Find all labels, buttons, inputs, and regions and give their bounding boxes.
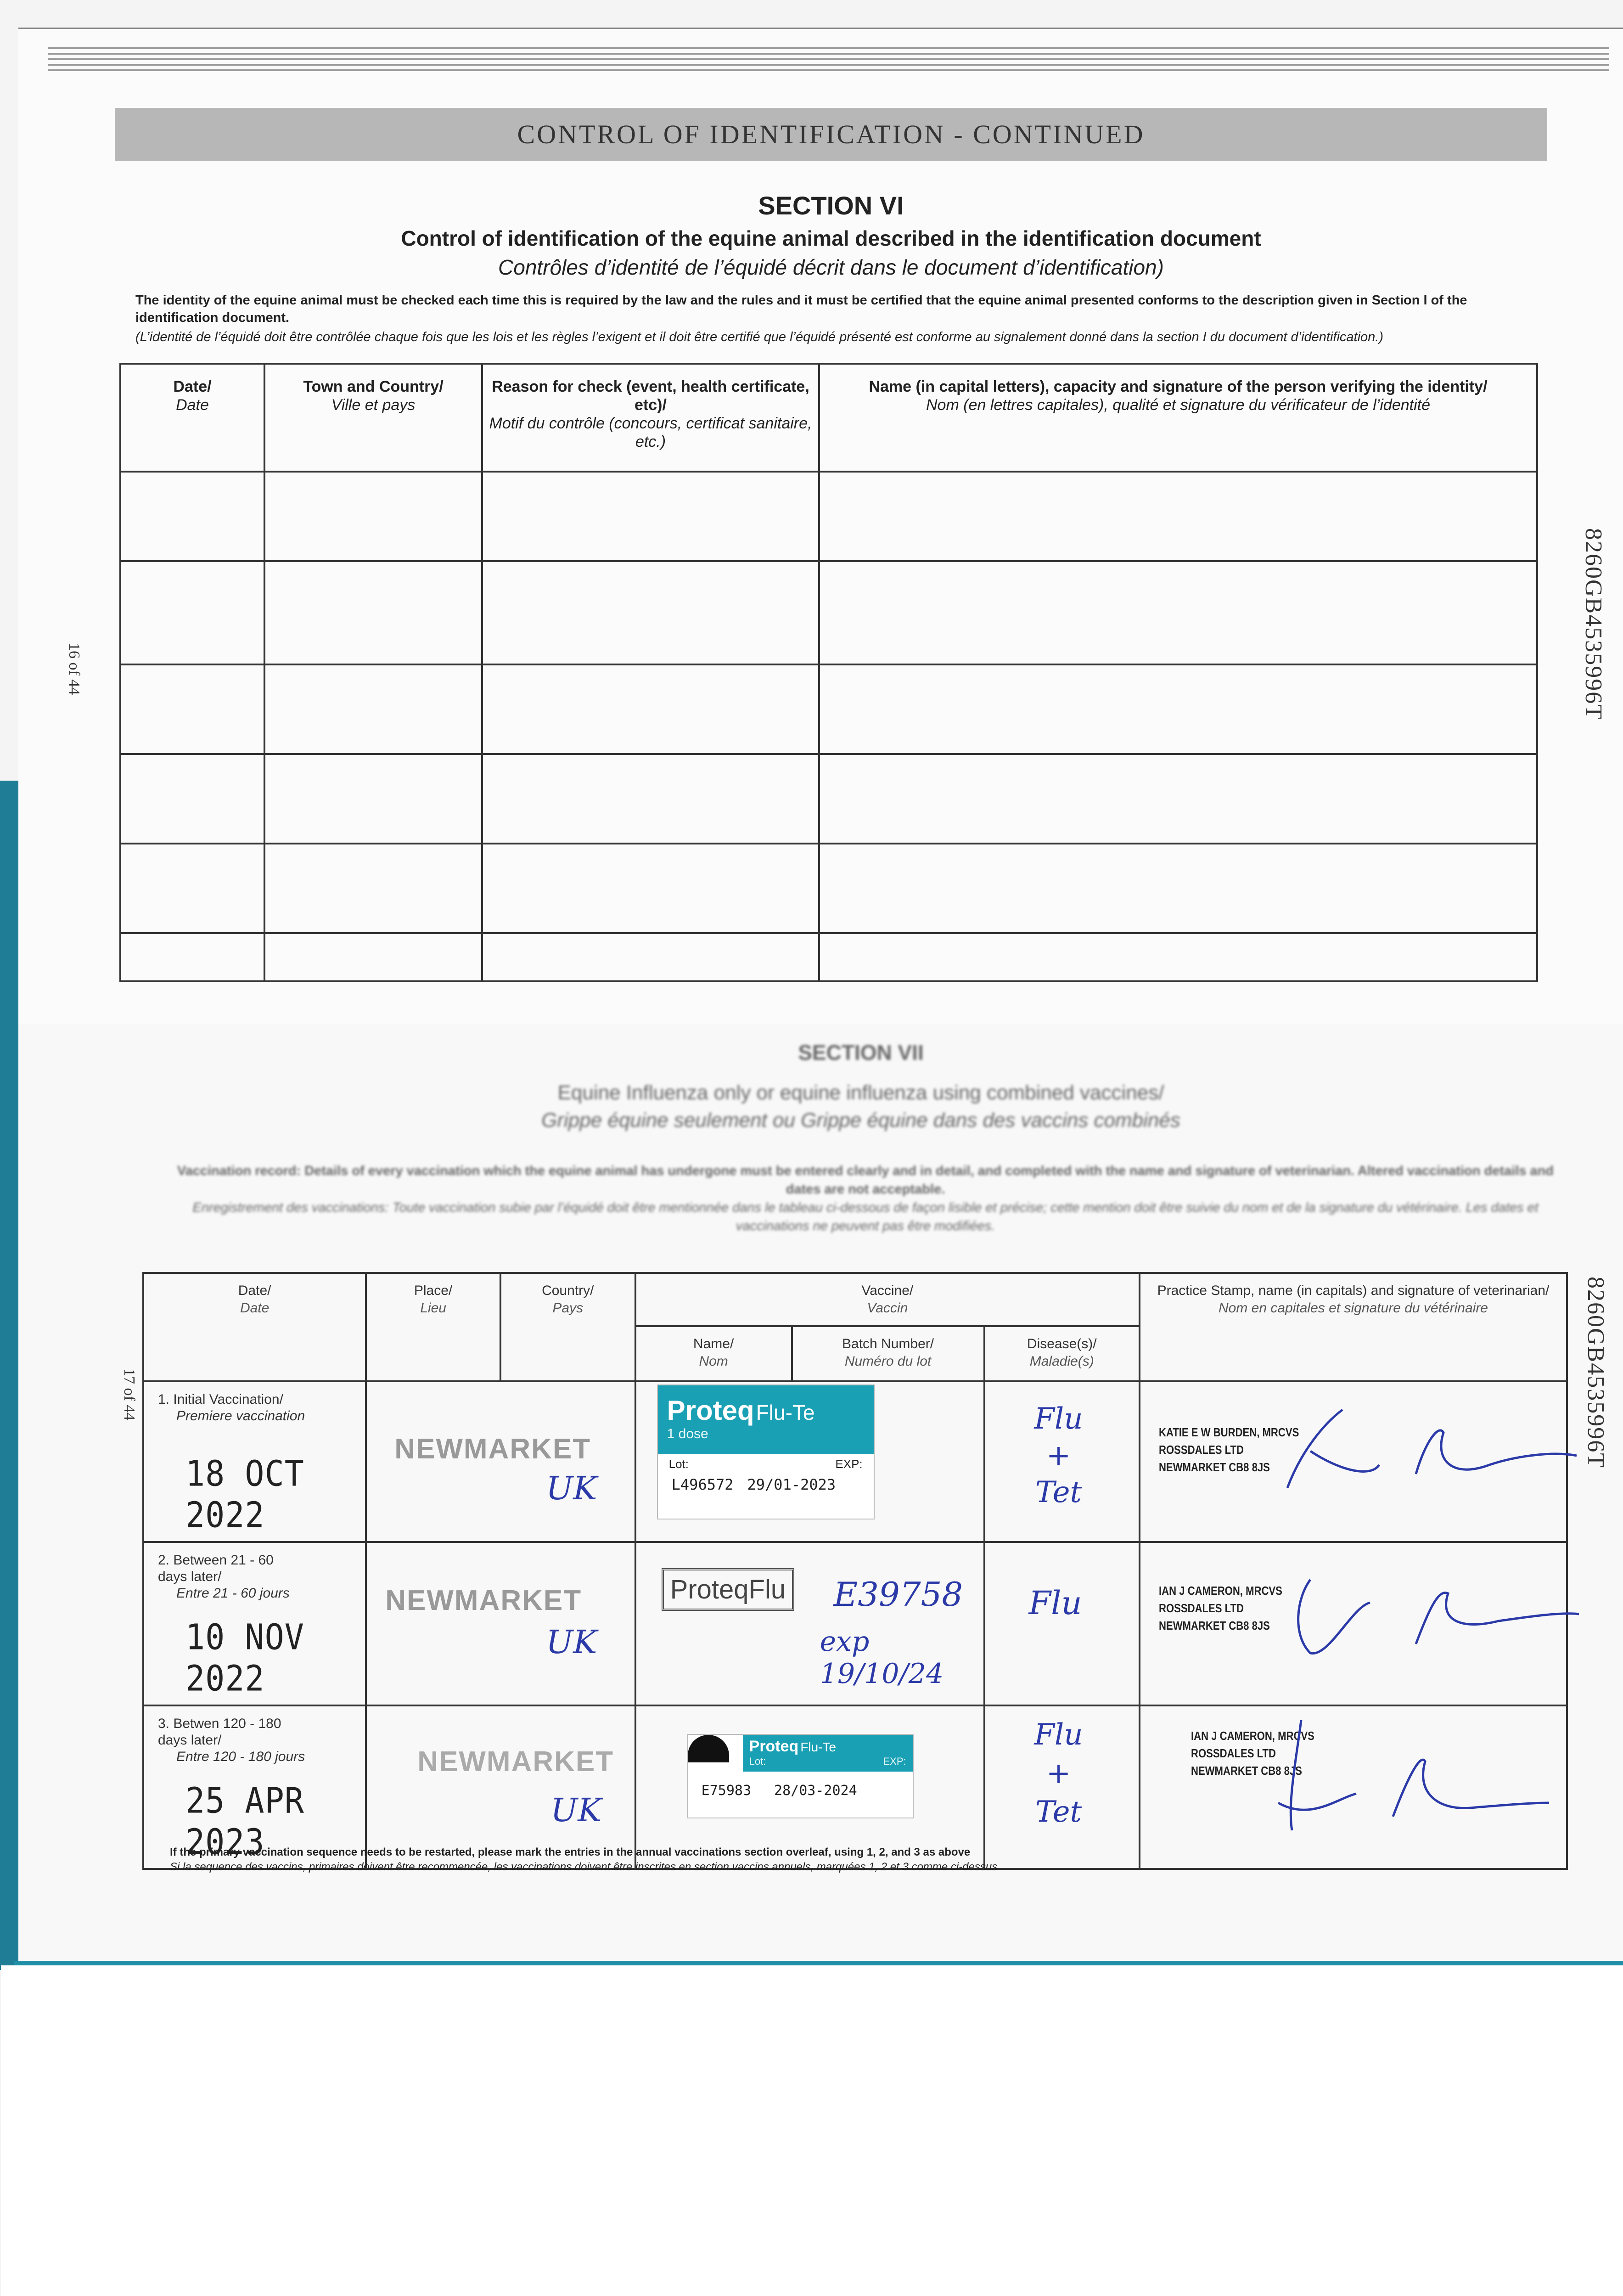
passport-number-top: 8260GB4535996T	[1580, 528, 1606, 720]
col-reason-fr: Motif du contrôle (concours, certificat sanitaire, etc.)	[489, 415, 812, 450]
vet-line: NEWMARKET CB8 8JS	[1159, 1619, 1270, 1632]
col-reason	[482, 364, 819, 472]
vacc-1-sticker-product: Flu-Te	[756, 1401, 815, 1424]
footnote-en: If the primary vaccination sequence needs to be restarted, please mark the entries in the annual vaccinations section overleaf, using 1, 2, and 3 as above	[170, 1846, 971, 1858]
vacc-1-label-en: 1. Initial Vaccination/	[158, 1392, 283, 1407]
vacc-2-label-fr: Entre 21 - 60 jours	[176, 1586, 290, 1601]
section-vi-intro-en: The identity of the equine animal must be checked each time this is required by the law and the rules and it must be certified that the equine animal presented conforms to the description given in Section I of the identification document.	[135, 293, 1467, 325]
vacc-3-lot: E75983	[701, 1783, 752, 1799]
vacc-3-sticker-brand: Proteq	[749, 1738, 799, 1755]
vacc-3-lot-exp	[688, 1772, 913, 1810]
scan-background	[1, 1965, 1623, 2296]
vet-line: KATIE E W BURDEN, MRCVS	[1159, 1425, 1299, 1439]
table-row	[120, 933, 1537, 981]
col-name-en: Name/	[693, 1336, 734, 1351]
col-reason-en: Reason for check (event, health certificate, etc)/	[492, 378, 809, 414]
vacc-1-disease: Flu + Tet	[1034, 1402, 1083, 1509]
vet-line: ROSSDALES LTD	[1191, 1746, 1276, 1760]
col-vet-fr: Nom en capitales et signature du vétérinaire	[1219, 1300, 1488, 1316]
page-number-16: 16 of 44	[66, 643, 83, 695]
col-date-en: Date/	[173, 378, 212, 395]
page-number-17: 17 of 44	[121, 1368, 138, 1421]
vacc-2-disease-cell	[984, 1542, 1140, 1705]
col-verifier-en: Name (in capital letters), capacity and signature of the person verifying the identity/	[869, 378, 1488, 395]
col-verifier	[819, 364, 1537, 472]
vacc-3-date-cell	[143, 1705, 366, 1869]
col-vet-en: Practice Stamp, name (in capitals) and signature of veterinarian/	[1157, 1283, 1550, 1298]
col-verifier-fr: Nom (en lettres capitales), qualité et signature du vérificateur de l’identité	[926, 396, 1430, 414]
vacc-1-date-stamp: 18 OCT 2022	[185, 1452, 304, 1536]
vacc-1-sticker-brand: Proteq	[667, 1395, 754, 1426]
vacc-2-signature	[1232, 1552, 1581, 1671]
col-town-en: Town and Country/	[303, 378, 444, 395]
vacc-3-exp-label: EXP:	[883, 1756, 906, 1767]
col-vacc-date-en: Date/	[238, 1283, 271, 1298]
vacc-3-label-en: 3. Betwen 120 - 180 days later/	[158, 1716, 281, 1748]
col-vaccine	[635, 1273, 1140, 1326]
vacc-1-place-cell	[366, 1381, 635, 1542]
vacc-1-signature	[1232, 1396, 1581, 1506]
footnote-fr: Si la sequence des vaccins, primaires doivent être recommencée, les vaccinations doivent être inscrites en section vaccins annuels, marquées 1, 2 et 3 comme ci-dessus	[170, 1861, 998, 1873]
col-vet	[1140, 1273, 1567, 1381]
col-date-fr: Date	[176, 396, 209, 414]
vacc-3-sticker-cell	[635, 1705, 984, 1869]
vaccination-table	[142, 1272, 1568, 1870]
section-vi-title-fr: Contrôles d’identité de l’équidé décrit dans le document d’identification)	[498, 255, 1164, 279]
section-vi-intro-fr: (L’identité de l’équidé doit être contrôlée chaque fois que les lois et les règles l’exigent et il doit être certifié que l’équidé présenté est conforme au signalement donné dans la section I du document d’identification.)	[135, 330, 1383, 344]
vacc-1-place-stamp: NEWMARKET	[394, 1433, 591, 1465]
vacc-2-place-cell	[366, 1542, 635, 1705]
col-vacc-date	[143, 1273, 366, 1381]
table-row	[120, 561, 1537, 664]
section-vii-title-en: Equine Influenza only or equine influenza using combined vaccines/	[557, 1081, 1164, 1104]
vacc-1-sticker-cell	[635, 1381, 984, 1542]
vacc-3-disease-cell	[984, 1705, 1140, 1869]
vacc-3-sticker-product: Flu-Te	[800, 1740, 837, 1754]
vacc-2-label-en: 2. Between 21 - 60 days later/	[158, 1553, 274, 1584]
col-vacc-date-fr: Date	[240, 1300, 270, 1316]
vacc-1-lot-label: Lot:	[668, 1457, 689, 1471]
table-row	[120, 472, 1537, 561]
col-disease-en: Disease(s)/	[1027, 1336, 1097, 1351]
col-name	[635, 1326, 792, 1381]
vacc-1-lot: L496572	[671, 1476, 734, 1493]
vacc-2-name-stamp: ProteqFlu	[662, 1568, 794, 1611]
vet-line: NEWMARKET CB8 8JS	[1159, 1460, 1270, 1474]
col-vaccine-fr: Vaccin	[867, 1300, 908, 1316]
col-country	[500, 1273, 635, 1381]
vet-line: IAN J CAMERON, MRCVS	[1191, 1729, 1314, 1743]
section-vii-intro-en: Vaccination record: Details of every vaccination which the equine animal has undergone must be entered clearly and in detail, and completed with the name and signature of veterinarian. Altered vaccination details and dates are not acceptable.	[177, 1164, 1554, 1197]
vacc-1-exp: 29/01-2023	[747, 1476, 836, 1493]
vacc-1-date-cell	[143, 1381, 366, 1542]
vacc-2-disease: Flu	[1028, 1584, 1082, 1622]
vacc-3-label-fr: Entre 120 - 180 jours	[176, 1749, 305, 1764]
table-row	[120, 754, 1537, 844]
vet-line: ROSSDALES LTD	[1159, 1443, 1244, 1457]
section-vii-heading: SECTION VII	[798, 1041, 924, 1064]
vacc-3-place-cell	[366, 1705, 635, 1869]
vacc-1-sticker-labels	[658, 1454, 874, 1474]
vacc-2-country: UK	[546, 1623, 597, 1661]
vacc-3-date-stamp: 25 APR 2023	[185, 1779, 304, 1863]
vacc-1-sticker	[657, 1384, 875, 1519]
vacc-1-country: UK	[546, 1469, 597, 1507]
vet-line: ROSSDALES LTD	[1159, 1601, 1244, 1615]
vacc-3-sticker	[687, 1734, 914, 1818]
vacc-2-batch: E39758	[833, 1575, 963, 1614]
table-row	[143, 1705, 1567, 1869]
vacc-2-vet-cell	[1140, 1542, 1567, 1705]
vacc-2-date-cell	[143, 1542, 366, 1705]
col-place-fr: Lieu	[420, 1300, 446, 1316]
vacc-3-vet-cell	[1140, 1705, 1567, 1869]
col-vaccine-en: Vaccine/	[861, 1283, 914, 1298]
table-row	[143, 1381, 1567, 1542]
identification-check-table	[119, 363, 1538, 982]
col-name-fr: Nom	[699, 1354, 728, 1369]
passport-number-bottom: 8260GB4535996T	[1583, 1277, 1609, 1469]
vacc-1-disease-cell	[984, 1381, 1140, 1542]
col-date	[120, 364, 264, 472]
vacc-3-lot-label: Lot:	[749, 1756, 766, 1767]
col-place	[366, 1273, 500, 1381]
vacc-1-exp-label: EXP:	[835, 1457, 863, 1471]
col-batch-en: Batch Number/	[842, 1336, 934, 1351]
vacc-3-country: UK	[550, 1791, 602, 1829]
vacc-2-date-stamp: 10 NOV 2022	[185, 1616, 304, 1699]
section-vii-title-fr: Grippe équine seulement ou Grippe équine dans des vaccins combinés	[541, 1109, 1180, 1131]
col-town-fr: Ville et pays	[331, 396, 416, 414]
vacc-1-vet-cell	[1140, 1381, 1567, 1542]
vet-line: NEWMARKET CB8 8JS	[1191, 1764, 1302, 1778]
vacc-1-label-fr: Premiere vaccination	[176, 1408, 305, 1424]
table-row	[143, 1542, 1567, 1705]
table-row	[120, 664, 1537, 754]
vet-line: IAN J CAMERON, MRCVS	[1159, 1584, 1282, 1598]
vacc-2-place-stamp: NEWMARKET	[385, 1585, 582, 1616]
header-hatching	[48, 47, 1609, 75]
section-vi-title-en: Control of identification of the equine animal described in the identification document	[401, 226, 1261, 250]
col-place-en: Place/	[414, 1283, 453, 1298]
vacc-1-sticker-dose: 1 dose	[667, 1426, 708, 1441]
col-town-country	[264, 364, 482, 472]
section-vi-heading: SECTION VI	[758, 191, 904, 220]
vacc-3-exp: 28/03-2024	[774, 1783, 857, 1799]
section-banner: CONTROL OF IDENTIFICATION - CONTINUED	[115, 108, 1547, 161]
col-disease-fr: Maladie(s)	[1029, 1354, 1094, 1369]
col-batch	[792, 1326, 984, 1381]
vacc-3-disease: Flu + Tet	[1034, 1718, 1083, 1829]
col-country-fr: Pays	[552, 1300, 584, 1316]
vacc-3-sticker-logo	[688, 1735, 729, 1762]
vacc-1-lot-exp	[658, 1474, 874, 1495]
col-batch-fr: Numéro du lot	[844, 1354, 932, 1369]
vacc-3-place-stamp: NEWMARKET	[417, 1746, 614, 1778]
vacc-3-signature	[1209, 1711, 1558, 1844]
table-row	[120, 844, 1537, 933]
col-country-en: Country/	[542, 1283, 594, 1298]
vacc-2-exp: exp 19/10/24	[820, 1626, 944, 1690]
col-disease	[984, 1326, 1140, 1381]
section-vii-intro-fr: Enregistrement des vaccinations: Toute vaccination subie par l’équidé doit être mentionnée dans le tableau ci-dessous de façon lisible et précise; cette mention doit être suivie du nom et de la signature du vétérinaire. Les dates et vaccinations ne peuvent pas être modifiées.	[192, 1200, 1539, 1233]
vacc-2-name-batch-cell	[635, 1542, 984, 1705]
